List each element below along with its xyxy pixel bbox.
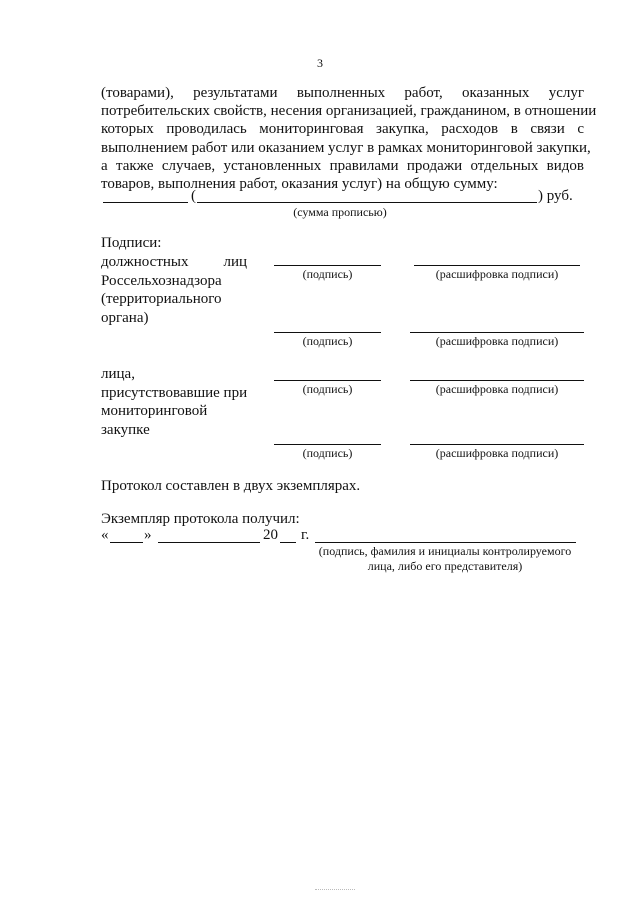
page-number: 3	[317, 56, 323, 70]
signatures-heading: Подписи:	[101, 235, 162, 251]
protocol-note: Протокол составлен в двух экземплярах.	[101, 478, 361, 494]
sum-open-paren: (	[191, 188, 196, 204]
signature-caption: (подпись)	[302, 382, 353, 396]
signature-caption: (подпись)	[302, 334, 353, 348]
receipt-caption-line1: (подпись, фамилия и инициалы контролируемого	[318, 544, 572, 558]
officials-label	[101, 253, 247, 327]
officials-line: должностных лиц	[101, 254, 247, 270]
officials-line: (территориального	[101, 291, 222, 307]
sum-caption: (сумма прописью)	[293, 205, 387, 219]
officials-line: Россельхознадзора	[101, 272, 222, 289]
signature-caption: (подпись)	[302, 267, 353, 281]
paragraph-line: (товарами), результатами выполненных работ, оказанных услуг	[101, 85, 584, 101]
persons-line: мониторинговой	[101, 403, 208, 419]
receipt-caption-line2: лица, либо его представителя)	[367, 559, 523, 573]
receipt-year-suffix: г.	[301, 527, 310, 543]
paragraph-line: которых проводилась мониторинговая закупка, расходов в связи с	[101, 121, 584, 138]
sum-words-line	[197, 202, 537, 203]
receipt-close-quote: »	[144, 527, 152, 543]
receipt-month-line	[158, 542, 260, 543]
paragraph-line: а также случаев, установленных правилами продажи отдельных видов	[101, 157, 584, 174]
receipt-year-line	[280, 542, 296, 543]
decoding-line	[410, 444, 584, 445]
persons-line: закупке	[101, 421, 150, 438]
receipt-day-line	[110, 542, 143, 543]
signature-line	[274, 444, 381, 445]
signature-caption: (подпись)	[302, 446, 353, 460]
receipt-label: Экземпляр протокола получил:	[101, 511, 300, 527]
signature-line	[274, 332, 381, 333]
paragraph-line: товаров, выполнения работ, оказания услуг) на общую сумму:	[101, 175, 498, 192]
persons-present-label	[101, 365, 247, 439]
officials-line: органа)	[101, 309, 149, 326]
signature-line	[274, 380, 381, 381]
decoding-line	[414, 265, 580, 266]
decoding-line	[410, 332, 584, 333]
persons-line: лица,	[101, 366, 135, 382]
signature-line	[274, 265, 381, 266]
decoding-caption: (расшифровка подписи)	[435, 267, 559, 281]
decoding-line	[410, 380, 584, 381]
receipt-signature-line	[315, 542, 576, 543]
receipt-year-prefix: 20	[263, 527, 278, 543]
paragraph-line: выполнением работ или оказанием услуг в рамках мониторинговой закупки,	[101, 139, 591, 156]
scan-mark	[315, 889, 355, 890]
receipt-open-quote: «	[101, 527, 109, 543]
decoding-caption: (расшифровка подписи)	[435, 334, 559, 348]
decoding-caption: (расшифровка подписи)	[435, 446, 559, 460]
sum-close-label: ) руб.	[538, 188, 573, 204]
sum-digits-line	[103, 202, 188, 203]
persons-line: присутствовавшие при	[101, 384, 248, 401]
body-paragraph	[101, 84, 597, 193]
paragraph-line: потребительских свойств, несения организацией, гражданином, в отношении	[101, 103, 597, 120]
decoding-caption: (расшифровка подписи)	[435, 382, 559, 396]
